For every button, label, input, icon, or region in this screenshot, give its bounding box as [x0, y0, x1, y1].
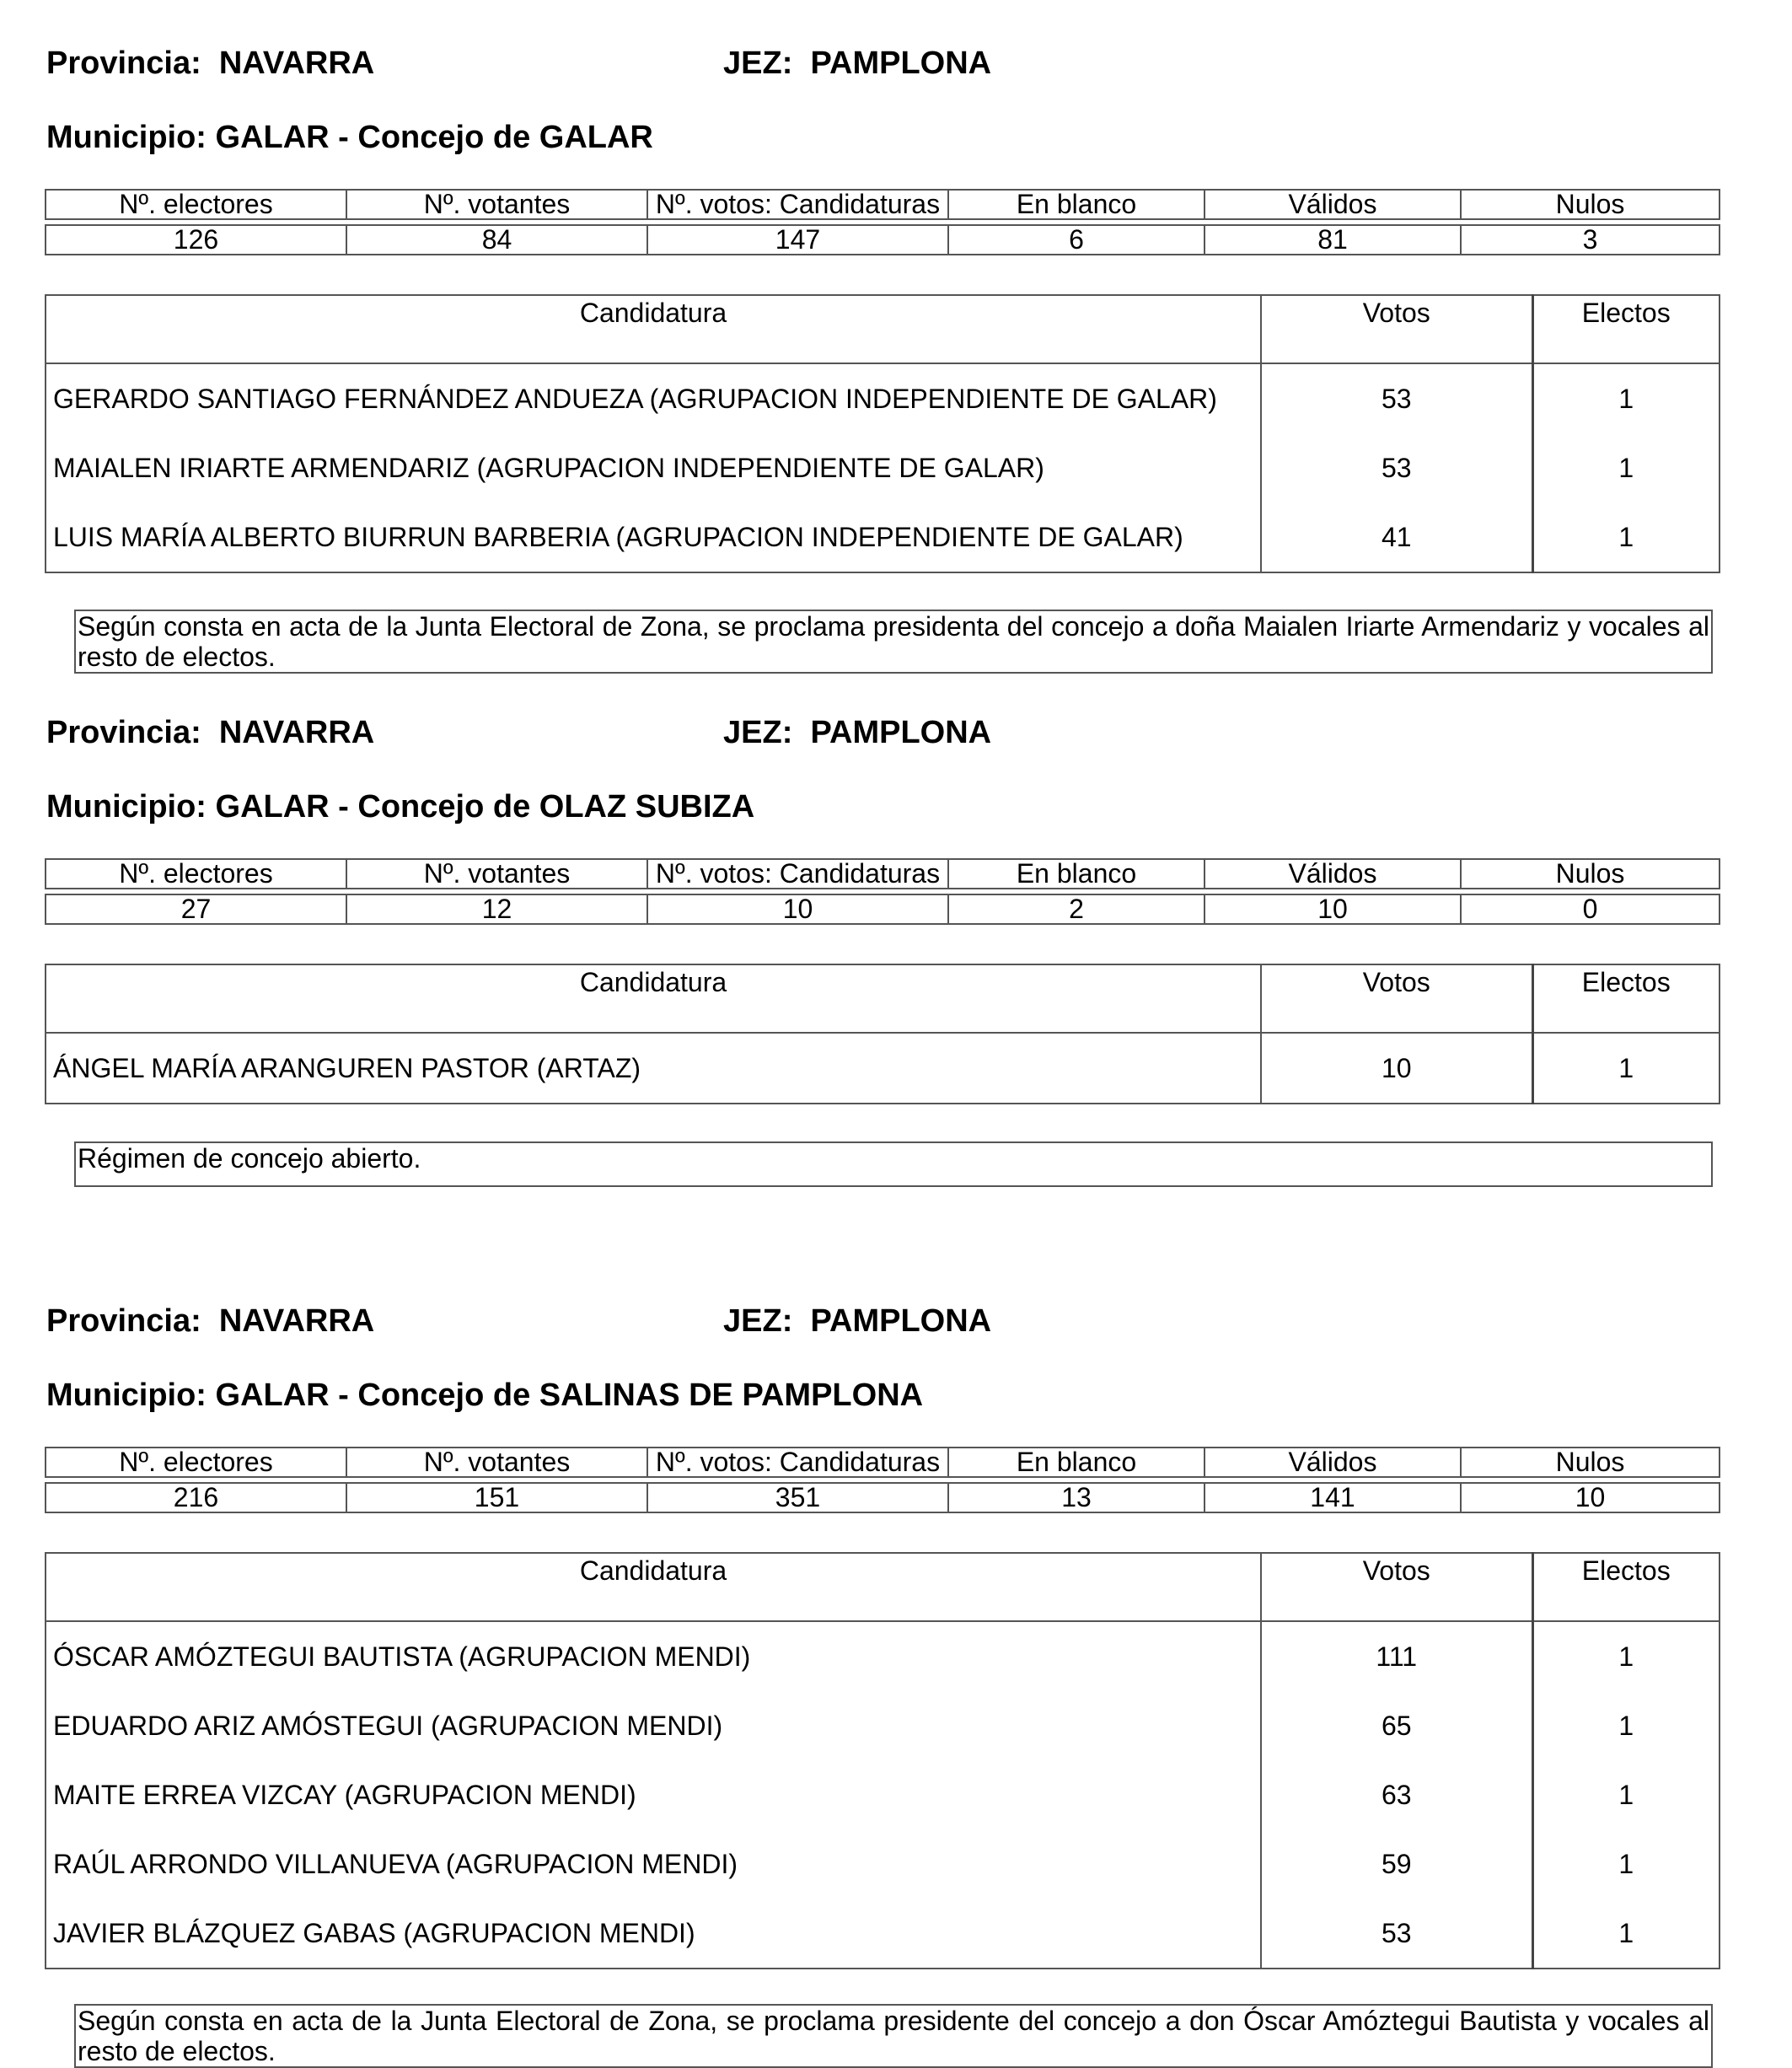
candidate-row [46, 1621, 1720, 1691]
stats-header: Nº. votantes [346, 190, 647, 219]
stats-header: Nº. votos: Candidaturas [647, 190, 948, 219]
candidatura-header: Candidatura [46, 1553, 1261, 1621]
candidates-header-row [46, 295, 1720, 363]
candidate-votos: 53 [1261, 363, 1532, 433]
jez-line [723, 1303, 991, 1340]
municipio-value: GALAR - Concejo de SALINAS DE PAMPLONA [215, 1378, 924, 1413]
votos-header: Votos [1261, 964, 1532, 1033]
stats-value: 147 [647, 225, 948, 255]
candidates-table [45, 964, 1720, 1104]
provincia-line [46, 714, 374, 751]
stats-table [45, 858, 1720, 925]
stats-header: Válidos [1205, 1448, 1461, 1477]
jez-line [723, 45, 991, 82]
candidate-electos: 1 [1532, 1829, 1720, 1899]
stats-value: 27 [46, 894, 346, 924]
stats-value: 3 [1461, 225, 1720, 255]
stats-header: Nulos [1461, 190, 1720, 219]
provincia-label: Provincia: [46, 46, 201, 81]
stats-value: 10 [1461, 1483, 1720, 1512]
candidate-name: EDUARDO ARIZ AMÓSTEGUI (AGRUPACION MENDI) [46, 1691, 1261, 1760]
stats-value: 6 [948, 225, 1205, 255]
candidatura-header: Candidatura [46, 295, 1261, 363]
stats-value: 0 [1461, 894, 1720, 924]
stats-header-row [46, 859, 1720, 889]
candidate-votos: 59 [1261, 1829, 1532, 1899]
votos-header: Votos [1261, 295, 1532, 363]
candidates-header-row [46, 1553, 1720, 1621]
candidate-row [46, 502, 1720, 572]
jez-label: JEZ: [723, 715, 793, 750]
stats-header: Nº. votantes [346, 1448, 647, 1477]
provincia-line [46, 1303, 374, 1340]
stats-value: 13 [948, 1483, 1205, 1512]
stats-header: Válidos [1205, 859, 1461, 889]
municipio-value: GALAR - Concejo de GALAR [215, 120, 653, 155]
candidate-votos: 65 [1261, 1691, 1532, 1760]
stats-value: 151 [346, 1483, 647, 1512]
stats-header: En blanco [948, 859, 1205, 889]
provincia-label: Provincia: [46, 1303, 201, 1339]
stats-header: Nº. electores [46, 1448, 346, 1477]
provincia-value: NAVARRA [218, 1303, 375, 1339]
stats-value: 126 [46, 225, 346, 255]
stats-header: Nº. votantes [346, 859, 647, 889]
candidate-row [46, 433, 1720, 502]
stats-table [45, 189, 1720, 255]
stats-value: 12 [346, 894, 647, 924]
jez-value: PAMPLONA [810, 1303, 992, 1339]
candidate-name: ÁNGEL MARÍA ARANGUREN PASTOR (ARTAZ) [46, 1033, 1261, 1104]
stats-table [45, 1447, 1720, 1513]
proclamation-note: Según consta en acta de la Junta Electoral de Zona, se proclama presidente del concejo a don Óscar Amóztegui Bautista y vocales al resto de electos. [74, 2004, 1713, 2068]
proclamation-note: Régimen de concejo abierto. [74, 1141, 1713, 1187]
candidate-row [46, 1691, 1720, 1760]
candidate-row [46, 1760, 1720, 1829]
stats-header: Nº. electores [46, 859, 346, 889]
candidate-row [46, 1033, 1720, 1104]
municipio-label: Municipio: [46, 789, 207, 825]
candidates-table [45, 294, 1720, 573]
candidate-name: MAIALEN IRIARTE ARMENDARIZ (AGRUPACION INDEPENDIENTE DE GALAR) [46, 433, 1261, 502]
candidate-votos: 41 [1261, 502, 1532, 572]
stats-header: Válidos [1205, 190, 1461, 219]
jez-value: PAMPLONA [810, 715, 992, 750]
votos-header: Votos [1261, 1553, 1532, 1621]
municipio-line [46, 1377, 923, 1414]
municipio-line [46, 788, 754, 825]
provincia-value: NAVARRA [218, 46, 375, 81]
stats-value: 81 [1205, 225, 1461, 255]
candidate-row [46, 1899, 1720, 1969]
electos-header: Electos [1532, 295, 1720, 363]
candidate-name: MAITE ERREA VIZCAY (AGRUPACION MENDI) [46, 1760, 1261, 1829]
stats-header: En blanco [948, 190, 1205, 219]
stats-header-row [46, 1448, 1720, 1477]
stats-value: 351 [647, 1483, 948, 1512]
stats-header: Nº. votos: Candidaturas [647, 1448, 948, 1477]
candidate-electos: 1 [1532, 502, 1720, 572]
candidate-row [46, 1829, 1720, 1899]
candidate-votos: 53 [1261, 1899, 1532, 1969]
candidate-votos: 53 [1261, 433, 1532, 502]
provincia-value: NAVARRA [218, 715, 375, 750]
proclamation-note: Según consta en acta de la Junta Electoral de Zona, se proclama presidenta del concejo a doña Maialen Iriarte Armendariz y vocales al resto de electos. [74, 610, 1713, 674]
candidates-table [45, 1552, 1720, 1969]
stats-header: En blanco [948, 1448, 1205, 1477]
jez-label: JEZ: [723, 46, 793, 81]
jez-value: PAMPLONA [810, 46, 992, 81]
candidate-votos: 63 [1261, 1760, 1532, 1829]
candidate-votos: 10 [1261, 1033, 1532, 1104]
candidate-row [46, 363, 1720, 433]
stats-value: 10 [647, 894, 948, 924]
stats-value: 216 [46, 1483, 346, 1512]
municipio-label: Municipio: [46, 120, 207, 155]
stats-header-row [46, 190, 1720, 219]
candidate-electos: 1 [1532, 1621, 1720, 1691]
municipio-label: Municipio: [46, 1378, 207, 1413]
stats-value: 2 [948, 894, 1205, 924]
provincia-line [46, 45, 374, 82]
stats-header: Nº. votos: Candidaturas [647, 859, 948, 889]
candidate-electos: 1 [1532, 1899, 1720, 1969]
candidatura-header: Candidatura [46, 964, 1261, 1033]
candidates-header-row [46, 964, 1720, 1033]
candidate-electos: 1 [1532, 363, 1720, 433]
stats-value: 141 [1205, 1483, 1461, 1512]
candidate-name: LUIS MARÍA ALBERTO BIURRUN BARBERIA (AGRUPACION INDEPENDIENTE DE GALAR) [46, 502, 1261, 572]
electos-header: Electos [1532, 964, 1720, 1033]
candidate-votos: 111 [1261, 1621, 1532, 1691]
municipio-value: GALAR - Concejo de OLAZ SUBIZA [215, 789, 755, 825]
provincia-label: Provincia: [46, 715, 201, 750]
candidate-name: ÓSCAR AMÓZTEGUI BAUTISTA (AGRUPACION MENDI) [46, 1621, 1261, 1691]
stats-value: 10 [1205, 894, 1461, 924]
candidate-name: JAVIER BLÁZQUEZ GABAS (AGRUPACION MENDI) [46, 1899, 1261, 1969]
candidate-electos: 1 [1532, 1760, 1720, 1829]
stats-value: 84 [346, 225, 647, 255]
stats-header: Nulos [1461, 1448, 1720, 1477]
stats-value-row [46, 1483, 1720, 1512]
candidate-electos: 1 [1532, 1033, 1720, 1104]
candidate-name: RAÚL ARRONDO VILLANUEVA (AGRUPACION MENDI) [46, 1829, 1261, 1899]
municipio-line [46, 119, 653, 156]
candidate-electos: 1 [1532, 433, 1720, 502]
jez-label: JEZ: [723, 1303, 793, 1339]
jez-line [723, 714, 991, 751]
stats-header: Nº. electores [46, 190, 346, 219]
stats-value-row [46, 894, 1720, 924]
stats-value-row [46, 225, 1720, 255]
candidate-name: GERARDO SANTIAGO FERNÁNDEZ ANDUEZA (AGRUPACION INDEPENDIENTE DE GALAR) [46, 363, 1261, 433]
candidate-electos: 1 [1532, 1691, 1720, 1760]
stats-header: Nulos [1461, 859, 1720, 889]
electos-header: Electos [1532, 1553, 1720, 1621]
